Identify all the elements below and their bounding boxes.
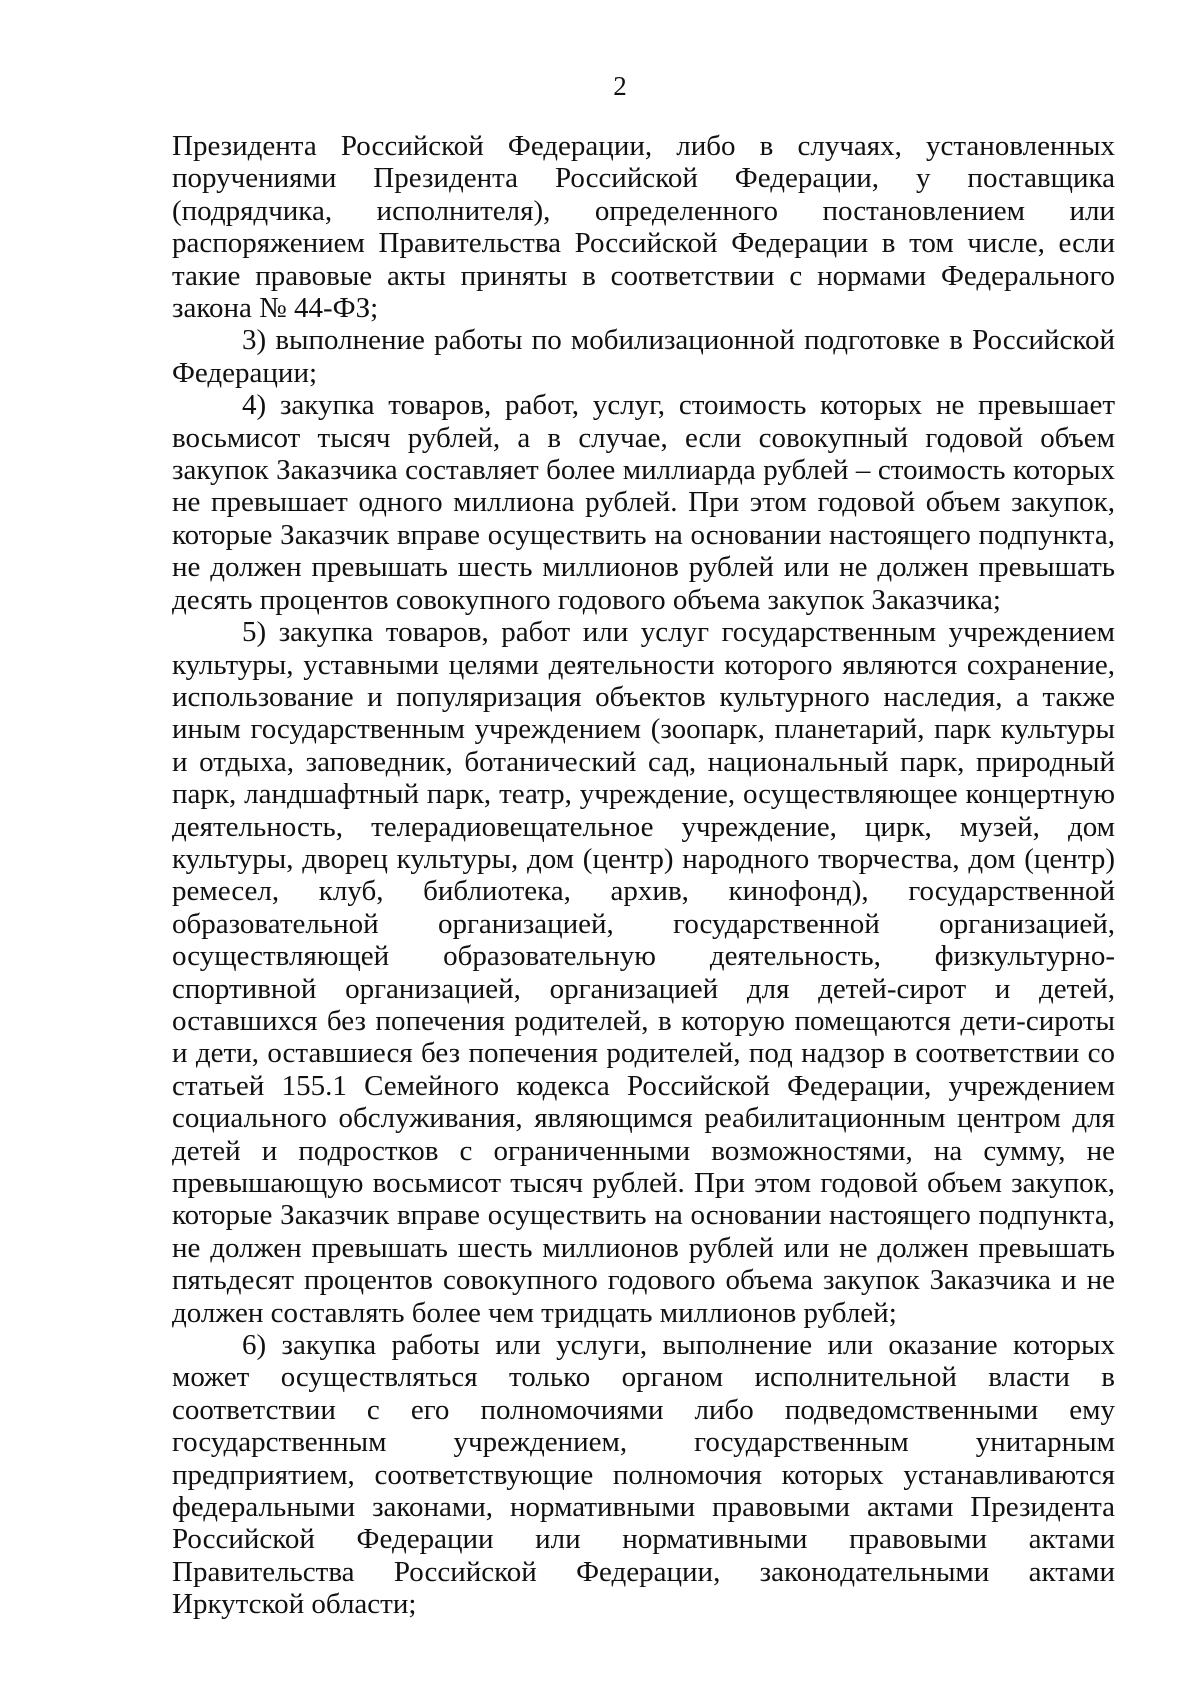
paragraph-item-5: 5) закупка товаров, работ или услуг государственным учреждением культуры, уставными целями деятельности которого являются сохранение, использование и популяризация объектов культурного наследия, а также иным государственным учреждением (зоопарк, планетарий, парк культуры и отдыха, заповедник, ботанический сад, национальный парк, природный парк, ландшафтный парк, театр, учреждение, осуществляющее концертную деятельность, телерадиовещательное учреждение, цирк, музей, дом культуры, дворец культуры, дом (центр) народного творчества, дом (центр) ремесел, клуб, библиотека, архив, кинофонд), государственной образовательной организацией, государственной организацией, осуществляющей образовательную деятельность, физкультурно-спортивной организацией, организацией для детей-сирот и детей, оставшихся без попечения родителей, в которую помещаются дети-сироты и дети, оставшиеся без попечения родителей, под надзор в соответствии со статьей 155.1 Семейного кодекса Российской Федерации, учреждением социального обслуживания, являющимся реабилитационным центром для детей и подростков с ограниченными возможностями, на сумму, не превышающую восьмисот тысяч рублей. При этом годовой объем закупок, которые Заказчик вправе осуществить на основании настоящего подпункта, не должен превышать шесть миллионов рублей или не должен превышать пятьдесят процентов совокупного годового объема закупок Заказчика и не должен составлять более чем тридцать миллионов рублей; [172, 616, 1115, 1329]
paragraph-item-4: 4) закупка товаров, работ, услуг, стоимость которых не превышает восьмисот тысяч рублей, а в случае, если совокупный годовой объем закупок Заказчика составляет более миллиарда рублей – стоимость которых не превышает одного миллиона рублей. При этом годовой объем закупок, которые Заказчик вправе осуществить на основании настоящего подпункта, не должен превышать шесть миллионов рублей или не должен превышать десять процентов совокупного годового объема закупок Заказчика; [172, 389, 1115, 616]
paragraph-item-6: 6) закупка работы или услуги, выполнение или оказание которых может осуществляться только органом исполнительной власти в соответствии с его полномочиями либо подведомственными ему государственным учреждением, государственным унитарным предприятием, соответствующие полномочия которых устанавливаются федеральными законами, нормативными правовыми актами Президента Российской Федерации или нормативными правовыми актами Правительства Российской Федерации, законодательными актами Иркутской области; [172, 1329, 1115, 1621]
paragraph-continuation: Президента Российской Федерации, либо в случаях, установленных поручениями Президента Российской Федерации, у поставщика (подрядчика, исполнителя), определенного постановлением или распоряжением Правительства Российской Федерации в том числе, если такие правовые акты приняты в соответствии с нормами Федерального закона № 44-ФЗ; [172, 130, 1115, 325]
paragraph-item-3: 3) выполнение работы по мобилизационной подготовке в Российской Федерации; [172, 324, 1115, 389]
page-number: 2 [613, 71, 627, 101]
document-body [172, 130, 1115, 1621]
